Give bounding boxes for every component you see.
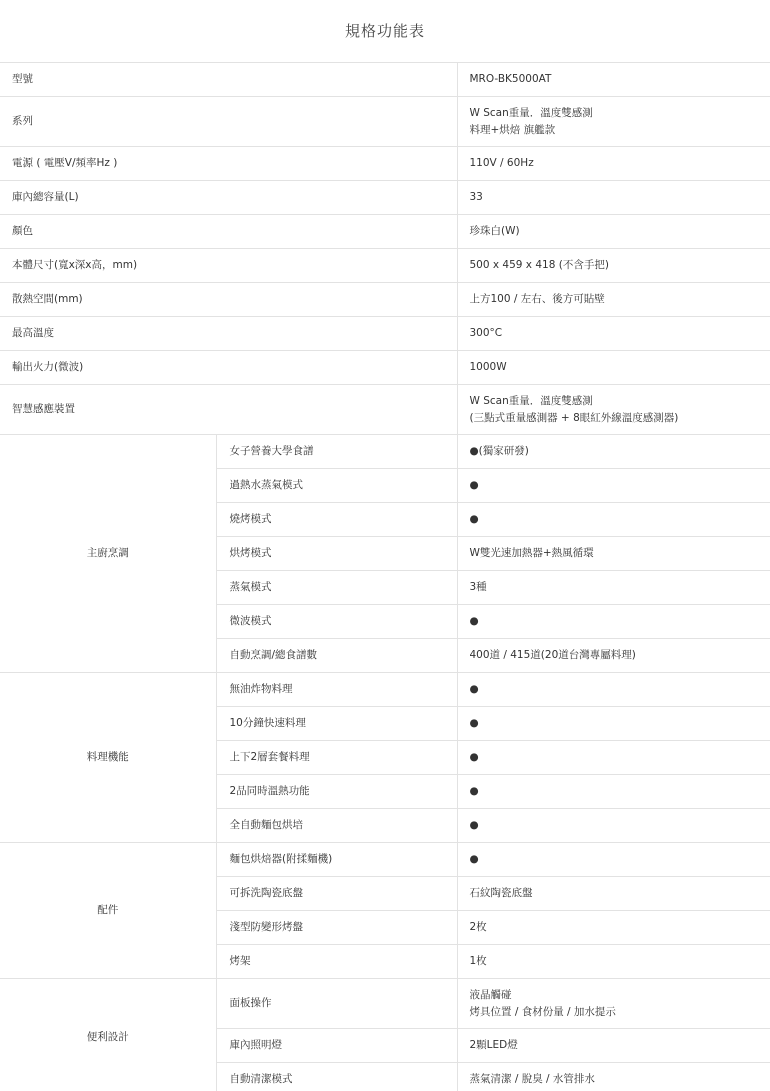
spec-value: [457, 1029, 770, 1063]
spec-label: 烤架: [216, 945, 457, 979]
spec-label: 烘烤模式: [216, 537, 457, 571]
group-label: 料理機能: [0, 673, 216, 843]
spec-value-line: 1枚: [469, 955, 487, 967]
table-row: [0, 147, 770, 181]
spec-value-line: 液晶觸碰: [469, 988, 512, 1001]
table-row: [0, 317, 770, 351]
spec-label: 庫內總容量(L): [0, 181, 457, 215]
spec-value-line: W Scan重量．溫度雙感測: [469, 106, 593, 119]
spec-value: [457, 639, 770, 673]
spec-label: 本體尺寸(寬x深x高，mm): [0, 249, 457, 283]
table-row: [0, 249, 770, 283]
spec-label: 自動烹調/總食譜數: [216, 639, 457, 673]
table-row: [0, 181, 770, 215]
group-label: 主廚烹調: [0, 435, 216, 673]
spec-label: 系列: [0, 97, 457, 147]
spec-label: 輸出火力(微波): [0, 351, 457, 385]
spec-value-line: ●: [469, 751, 479, 763]
table-row: [0, 283, 770, 317]
group-label: 配件: [0, 843, 216, 979]
spec-value: [457, 97, 770, 147]
spec-value: [457, 537, 770, 571]
table-row: [0, 979, 770, 1029]
table-row: [0, 351, 770, 385]
page-title: 規格功能表: [344, 22, 425, 40]
spec-value: [457, 979, 770, 1029]
spec-value: [457, 469, 770, 503]
spec-value-line: 500 x 459 x 418 (不含手把): [469, 259, 609, 271]
spec-label: 自動清潔模式: [216, 1063, 457, 1091]
spec-value: [457, 911, 770, 945]
spec-value: [457, 571, 770, 605]
spec-label: 智慧感應裝置: [0, 385, 457, 435]
spec-value: [457, 775, 770, 809]
spec-value: [457, 215, 770, 249]
spec-value: [457, 741, 770, 775]
spec-value-line: ●: [469, 819, 479, 831]
spec-label: 電源 ( 電壓V/頻率Hz ): [0, 147, 457, 181]
spec-label: 上下2層套餐料理: [216, 741, 457, 775]
spec-value-line: ●: [469, 683, 479, 695]
spec-label: 女子營養大學食譜: [216, 435, 457, 469]
spec-value-line: 烤具位置 / 食材份量 / 加水提示: [469, 1005, 616, 1018]
spec-value: [457, 385, 770, 435]
spec-value: [457, 63, 770, 97]
spec-label: 面板操作: [216, 979, 457, 1029]
spec-value: [457, 147, 770, 181]
spec-value-line: 400道 / 415道(20道台灣專屬料理): [469, 649, 636, 661]
spec-value: [457, 707, 770, 741]
spec-value-line: 蒸氣清潔 / 脫臭 / 水管排水: [469, 1073, 595, 1085]
spec-value-line: W Scan重量．溫度雙感測: [469, 394, 593, 407]
spec-value-line: (三點式重量感測器 + 8眼紅外線溫度感測器): [469, 411, 679, 424]
spec-label: 2品同時溫熱功能: [216, 775, 457, 809]
spec-value: [457, 249, 770, 283]
spec-value-line: ●: [469, 853, 479, 865]
spec-label: 無油炸物料理: [216, 673, 457, 707]
table-row: [0, 673, 770, 707]
group-label: 便利設計: [0, 979, 216, 1091]
spec-value-line: 珍珠白(W): [469, 225, 520, 237]
spec-label: 最高溫度: [0, 317, 457, 351]
spec-label: 顏色: [0, 215, 457, 249]
spec-value: [457, 673, 770, 707]
spec-value-line: ●: [469, 717, 479, 729]
spec-label: 庫內照明燈: [216, 1029, 457, 1063]
spec-label: 微波模式: [216, 605, 457, 639]
table-row: [0, 63, 770, 97]
spec-value-line: 2枚: [469, 921, 487, 933]
spec-value-line: 1000W: [469, 361, 507, 373]
spec-value-line: 上方100 / 左右、後方可貼壁: [469, 293, 605, 305]
spec-label: 型號: [0, 63, 457, 97]
spec-value: [457, 605, 770, 639]
spec-value: [457, 809, 770, 843]
spec-label: 全自動麵包烘培: [216, 809, 457, 843]
spec-value: [457, 317, 770, 351]
spec-value-line: 33: [469, 191, 483, 203]
spec-value-line: ●: [469, 785, 479, 797]
table-row: [0, 97, 770, 147]
spec-value: [457, 843, 770, 877]
spec-label: 淺型防變形烤盤: [216, 911, 457, 945]
spec-value: [457, 877, 770, 911]
table-row: [0, 435, 770, 469]
spec-value-line: MRO-BK5000AT: [469, 73, 552, 85]
spec-value: [457, 351, 770, 385]
spec-value-line: 料理+烘焙 旗艦款: [469, 123, 556, 136]
spec-value: [457, 435, 770, 469]
spec-table: [0, 62, 770, 1091]
spec-table-body: [0, 63, 770, 1091]
spec-value-line: 2顆LED燈: [469, 1039, 518, 1051]
table-row: [0, 843, 770, 877]
spec-label: 燒烤模式: [216, 503, 457, 537]
spec-label: 10分鐘快速料理: [216, 707, 457, 741]
spec-value: [457, 283, 770, 317]
spec-value: [457, 1063, 770, 1091]
spec-value: [457, 181, 770, 215]
spec-label: 蒸氣模式: [216, 571, 457, 605]
spec-value: [457, 945, 770, 979]
spec-label: 過熱水蒸氣模式: [216, 469, 457, 503]
spec-value-line: 石紋陶瓷底盤: [469, 887, 533, 899]
spec-value-line: ●: [469, 615, 479, 627]
spec-value: [457, 503, 770, 537]
spec-value-line: W雙光速加熱器+熱風循環: [469, 547, 594, 559]
spec-label: 可拆洗陶瓷底盤: [216, 877, 457, 911]
spec-value-line: 3種: [469, 581, 487, 593]
spec-value-line: ●: [469, 479, 479, 491]
spec-value-line: ●(獨家研發): [469, 445, 529, 457]
table-row: [0, 215, 770, 249]
spec-label: 散熱空間(mm): [0, 283, 457, 317]
table-row: [0, 385, 770, 435]
spec-value-line: ●: [469, 513, 479, 525]
spec-label: 麵包烘焙器(附揉麵機): [216, 843, 457, 877]
spec-value-line: 110V / 60Hz: [469, 157, 534, 169]
spec-value-line: 300°C: [469, 327, 503, 339]
